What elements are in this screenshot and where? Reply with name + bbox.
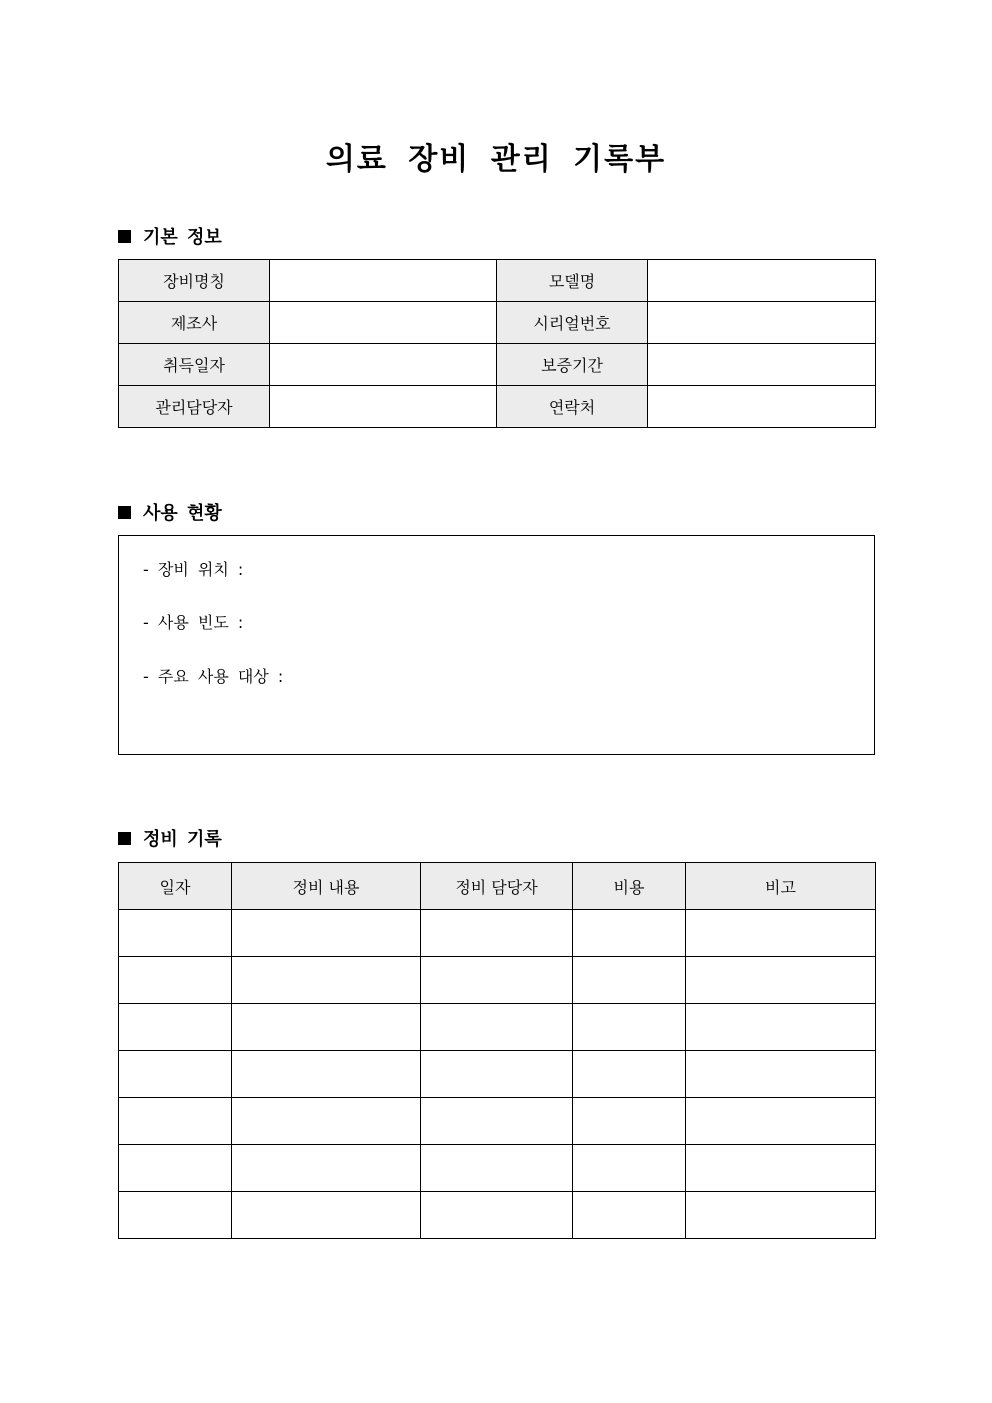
section-title: 기본 정보 bbox=[143, 227, 222, 248]
table-cell[interactable] bbox=[421, 1192, 573, 1239]
label-cell: 장비명칭 bbox=[119, 260, 270, 302]
table-cell[interactable] bbox=[232, 1098, 421, 1145]
table-cell[interactable] bbox=[232, 1145, 421, 1192]
table-cell[interactable] bbox=[421, 910, 573, 957]
label-cell: 모델명 bbox=[497, 260, 648, 302]
table-cell[interactable] bbox=[119, 1145, 232, 1192]
table-cell[interactable] bbox=[686, 1098, 876, 1145]
section-title: 정비 기록 bbox=[143, 829, 222, 850]
value-cell-manager[interactable] bbox=[270, 386, 497, 428]
table-row bbox=[119, 386, 876, 428]
black-square-icon bbox=[118, 506, 131, 519]
section-heading-maintenance bbox=[118, 825, 222, 851]
table-cell[interactable] bbox=[119, 1051, 232, 1098]
usage-status-box[interactable] bbox=[118, 535, 875, 755]
table-cell[interactable] bbox=[421, 1145, 573, 1192]
column-header: 비고 bbox=[686, 863, 876, 910]
table-row bbox=[119, 344, 876, 386]
document-title: 의료 장비 관리 기록부 bbox=[325, 142, 667, 177]
table-cell[interactable] bbox=[573, 910, 686, 957]
table-cell[interactable] bbox=[573, 1145, 686, 1192]
table-row bbox=[119, 957, 876, 1004]
table-row bbox=[119, 1192, 876, 1239]
table-cell[interactable] bbox=[119, 1098, 232, 1145]
table-header-row bbox=[119, 863, 876, 910]
column-header: 일자 bbox=[119, 863, 232, 910]
black-square-icon bbox=[118, 832, 131, 845]
label-cell: 관리담당자 bbox=[119, 386, 270, 428]
maintenance-table-body bbox=[119, 910, 876, 1239]
table-row bbox=[119, 910, 876, 957]
table-cell[interactable] bbox=[421, 1098, 573, 1145]
maintenance-table bbox=[118, 862, 876, 1239]
table-cell[interactable] bbox=[686, 957, 876, 1004]
label-cell: 취득일자 bbox=[119, 344, 270, 386]
table-cell[interactable] bbox=[421, 1051, 573, 1098]
table-cell[interactable] bbox=[573, 1051, 686, 1098]
table-cell[interactable] bbox=[232, 1192, 421, 1239]
column-header: 비용 bbox=[573, 863, 686, 910]
usage-line-target: - 주요 사용 대상 : bbox=[143, 667, 284, 686]
table-cell[interactable] bbox=[686, 1004, 876, 1051]
table-cell[interactable] bbox=[686, 1145, 876, 1192]
value-cell-serial-number[interactable] bbox=[648, 302, 876, 344]
table-row bbox=[119, 1051, 876, 1098]
table-cell[interactable] bbox=[573, 1098, 686, 1145]
label-cell: 제조사 bbox=[119, 302, 270, 344]
value-cell-warranty-period[interactable] bbox=[648, 344, 876, 386]
table-cell[interactable] bbox=[119, 957, 232, 1004]
table-cell[interactable] bbox=[573, 957, 686, 1004]
table-cell[interactable] bbox=[421, 957, 573, 1004]
table-cell[interactable] bbox=[232, 1051, 421, 1098]
usage-line-location: - 장비 위치 : bbox=[143, 560, 244, 579]
column-header: 정비 내용 bbox=[232, 863, 421, 910]
table-cell[interactable] bbox=[232, 957, 421, 1004]
table-row bbox=[119, 1098, 876, 1145]
label-cell: 연락처 bbox=[497, 386, 648, 428]
section-heading-usage bbox=[118, 499, 222, 525]
value-cell-equipment-name[interactable] bbox=[270, 260, 497, 302]
table-row bbox=[119, 302, 876, 344]
section-heading-basic-info bbox=[118, 223, 222, 249]
table-cell[interactable] bbox=[686, 1051, 876, 1098]
table-row bbox=[119, 1145, 876, 1192]
basic-info-table bbox=[118, 259, 876, 428]
value-cell-manufacturer[interactable] bbox=[270, 302, 497, 344]
section-title: 사용 현황 bbox=[143, 503, 222, 524]
table-row bbox=[119, 260, 876, 302]
usage-line-frequency: - 사용 빈도 : bbox=[143, 613, 244, 632]
value-cell-acquisition-date[interactable] bbox=[270, 344, 497, 386]
label-cell: 보증기간 bbox=[497, 344, 648, 386]
value-cell-contact[interactable] bbox=[648, 386, 876, 428]
label-cell: 시리얼번호 bbox=[497, 302, 648, 344]
table-cell[interactable] bbox=[119, 910, 232, 957]
table-cell[interactable] bbox=[573, 1192, 686, 1239]
table-cell[interactable] bbox=[573, 1004, 686, 1051]
table-cell[interactable] bbox=[421, 1004, 573, 1051]
value-cell-model-name[interactable] bbox=[648, 260, 876, 302]
table-cell[interactable] bbox=[686, 910, 876, 957]
table-row bbox=[119, 1004, 876, 1051]
table-cell[interactable] bbox=[686, 1192, 876, 1239]
table-cell[interactable] bbox=[119, 1192, 232, 1239]
table-cell[interactable] bbox=[232, 910, 421, 957]
table-cell[interactable] bbox=[119, 1004, 232, 1051]
table-cell[interactable] bbox=[232, 1004, 421, 1051]
black-square-icon bbox=[118, 230, 131, 243]
column-header: 정비 담당자 bbox=[421, 863, 573, 910]
